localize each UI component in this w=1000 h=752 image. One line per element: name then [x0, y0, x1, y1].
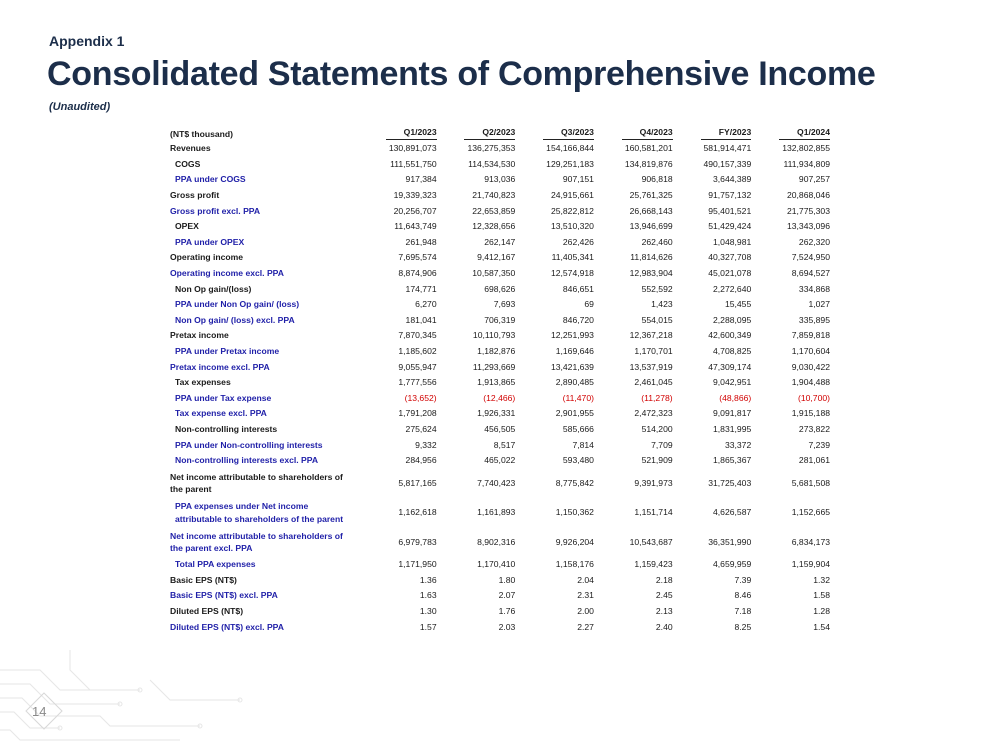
page-number: 14: [32, 704, 47, 719]
value-cell: 36,351,990: [708, 536, 752, 547]
value-cell: 7,814: [572, 439, 594, 450]
value-cell: 91,757,132: [708, 190, 752, 201]
value-cell: 24,915,661: [550, 190, 594, 201]
row-label: Basic EPS (NT$): [170, 574, 237, 585]
value-cell: 13,510,320: [550, 221, 594, 232]
value-cell: 334,868: [798, 283, 830, 294]
value-cell: 1.58: [813, 590, 830, 601]
row-label: Tax expense excl. PPA: [175, 408, 267, 419]
row-label: COGS: [175, 158, 201, 169]
table-row: [168, 313, 832, 329]
row-label: Pretax income excl. PPA: [170, 361, 270, 372]
value-cell: (10,700): [797, 392, 830, 403]
value-cell: 7,859,818: [791, 330, 830, 341]
table-row: [168, 498, 832, 528]
value-cell: 11,293,669: [472, 361, 516, 372]
value-cell: (11,278): [641, 392, 673, 403]
value-cell: 465,022: [484, 455, 516, 466]
value-cell: 261,948: [405, 236, 437, 247]
table-row: [168, 250, 832, 266]
value-cell: 554,015: [641, 314, 673, 325]
value-cell: 1,182,876: [477, 346, 516, 357]
circuit-decoration: [0, 650, 260, 752]
value-cell: 7,740,423: [477, 477, 516, 488]
table-row: [168, 266, 832, 282]
value-cell: 160,581,201: [624, 143, 673, 154]
page-title: Consolidated Statements of Comprehensive Income: [47, 55, 876, 93]
row-label: PPA under Non Op gain/ (loss): [175, 299, 300, 310]
value-cell: 13,343,096: [786, 221, 830, 232]
row-label: Net income attributable to shareholders of the parent: [170, 471, 343, 495]
row-label: Non Op gain/ (loss) excl. PPA: [175, 314, 295, 325]
table-row: [168, 422, 832, 438]
value-cell: 21,775,303: [786, 205, 830, 216]
value-cell: 2,272,640: [713, 283, 752, 294]
value-cell: 8,517: [493, 439, 516, 450]
value-cell: 8,775,842: [555, 477, 594, 488]
value-cell: 2,890,485: [555, 377, 594, 388]
value-cell: 7,709: [651, 439, 673, 450]
row-label: Pretax income: [170, 330, 229, 341]
value-cell: 2.18: [655, 574, 673, 585]
value-cell: 7,693: [493, 299, 516, 310]
value-cell: 1.54: [813, 621, 830, 632]
row-label: Diluted EPS (NT$) excl. PPA: [170, 621, 284, 632]
row-label: Operating income: [170, 252, 244, 263]
value-cell: 913,036: [484, 174, 516, 185]
value-cell: 15,455: [724, 299, 752, 310]
value-cell: 174,771: [405, 283, 437, 294]
value-cell: 593,480: [562, 455, 594, 466]
value-cell: 2.00: [577, 606, 594, 617]
value-cell: 10,543,687: [629, 536, 673, 547]
value-cell: 5,681,508: [791, 477, 830, 488]
value-cell: 13,537,919: [629, 361, 673, 372]
value-cell: 8,902,316: [477, 536, 516, 547]
row-label: Gross profit excl. PPA: [170, 205, 261, 216]
value-cell: 130,891,073: [388, 143, 437, 154]
value-cell: 13,946,699: [629, 221, 673, 232]
value-cell: 1,915,188: [791, 408, 830, 419]
row-label: PPA under Non-controlling interests: [175, 439, 323, 450]
value-cell: 7,239: [808, 439, 830, 450]
value-cell: 111,934,809: [783, 158, 830, 169]
value-cell: 906,818: [641, 174, 673, 185]
value-cell: 19,339,323: [393, 190, 437, 201]
value-cell: 20,256,707: [393, 205, 437, 216]
value-cell: 585,666: [562, 423, 594, 434]
value-cell: 1,913,865: [477, 377, 516, 388]
value-cell: 11,814,626: [630, 252, 673, 263]
value-cell: 7.18: [734, 606, 752, 617]
value-cell: 8,694,527: [791, 268, 830, 279]
value-cell: 2,472,323: [634, 408, 673, 419]
value-cell: 490,157,339: [703, 158, 752, 169]
row-label: Gross profit: [170, 190, 220, 201]
value-cell: 2.03: [498, 621, 516, 632]
value-cell: 2,901,955: [555, 408, 594, 419]
value-cell: 2.40: [655, 621, 673, 632]
value-cell: 262,320: [798, 236, 830, 247]
value-cell: 698,626: [484, 283, 516, 294]
value-cell: (48,866): [719, 392, 752, 403]
value-cell: 2.31: [577, 590, 594, 601]
value-cell: 22,653,859: [472, 205, 516, 216]
table-row: [168, 619, 832, 635]
row-label: PPA under COGS: [175, 174, 246, 185]
value-cell: 1,904,488: [791, 377, 830, 388]
value-cell: 9,091,817: [713, 408, 752, 419]
value-cell: (12,466): [483, 392, 516, 403]
value-cell: 95,401,521: [708, 205, 752, 216]
value-cell: 11,405,341: [551, 252, 594, 263]
value-cell: 4,708,825: [713, 346, 752, 357]
value-cell: 262,147: [484, 236, 516, 247]
table-row: [168, 406, 832, 422]
value-cell: 1.80: [498, 574, 516, 585]
value-cell: 581,914,471: [703, 143, 752, 154]
value-cell: 136,275,353: [467, 143, 516, 154]
value-cell: 45,021,078: [708, 268, 752, 279]
row-label: Non-controlling interests: [175, 423, 278, 434]
table-row: [168, 573, 832, 589]
value-cell: 2,461,045: [634, 377, 673, 388]
value-cell: 2.27: [577, 621, 594, 632]
row-label: PPA expenses under Net income attributable to shareholders of the parent: [175, 501, 344, 524]
value-cell: 12,574,918: [550, 268, 594, 279]
column-header: Q4/2023: [596, 125, 675, 141]
income-statement-table: [168, 125, 832, 635]
row-label: PPA under OPEX: [175, 236, 245, 247]
value-cell: 846,651: [562, 283, 594, 294]
value-cell: 4,626,587: [713, 507, 752, 518]
value-cell: 8,874,906: [398, 268, 437, 279]
row-label: Non-controlling interests excl. PPA: [175, 455, 319, 466]
value-cell: 907,151: [562, 174, 594, 185]
table-row: [168, 297, 832, 313]
value-cell: 2.13: [655, 606, 673, 617]
value-cell: 25,761,325: [629, 190, 673, 201]
row-label: Basic EPS (NT$) excl. PPA: [170, 590, 278, 601]
value-cell: 917,384: [405, 174, 437, 185]
value-cell: 1,777,556: [398, 377, 437, 388]
table-row: [168, 203, 832, 219]
table-header-row: [168, 125, 832, 141]
value-cell: 1,185,602: [398, 346, 437, 357]
value-cell: 42,600,349: [708, 330, 752, 341]
value-cell: 13,421,639: [550, 361, 594, 372]
value-cell: 12,367,218: [629, 330, 673, 341]
table-row: [168, 359, 832, 375]
value-cell: 1,048,981: [713, 236, 752, 247]
column-header: FY/2023: [675, 125, 754, 141]
value-cell: 20,868,046: [786, 190, 830, 201]
value-cell: 7,524,950: [791, 252, 830, 263]
value-cell: 6,270: [415, 299, 437, 310]
value-cell: 8.25: [734, 621, 752, 632]
row-label: Total PPA expenses: [175, 559, 256, 570]
value-cell: 9,332: [415, 439, 437, 450]
value-cell: 514,200: [641, 423, 673, 434]
value-cell: 26,668,143: [629, 205, 673, 216]
value-cell: 9,926,204: [555, 536, 594, 547]
table-row: [168, 344, 832, 360]
value-cell: 11,643,749: [394, 221, 437, 232]
table-row: [168, 437, 832, 453]
value-cell: 907,257: [798, 174, 830, 185]
column-header: Q1/2024: [753, 125, 832, 141]
value-cell: 9,042,951: [713, 377, 752, 388]
value-cell: 1,169,646: [555, 346, 594, 357]
value-cell: 2.04: [577, 574, 594, 585]
value-cell: 21,740,823: [472, 190, 516, 201]
value-cell: (11,470): [562, 392, 594, 403]
value-cell: 1.76: [498, 606, 516, 617]
value-cell: 6,979,783: [398, 536, 437, 547]
value-cell: 1,171,950: [398, 559, 437, 570]
row-label: Operating income excl. PPA: [170, 268, 284, 279]
value-cell: 273,822: [798, 423, 830, 434]
value-cell: 1,150,362: [555, 507, 594, 518]
value-cell: 284,956: [405, 455, 437, 466]
value-cell: 181,041: [405, 314, 437, 325]
value-cell: 1.63: [419, 590, 437, 601]
value-cell: 1.57: [419, 621, 437, 632]
column-header: Q3/2023: [517, 125, 596, 141]
value-cell: 40,327,708: [708, 252, 752, 263]
row-label: Net income attributable to shareholders of the parent excl. PPA: [170, 530, 343, 554]
table-row: [168, 453, 832, 469]
value-cell: 12,251,993: [550, 330, 594, 341]
value-cell: 335,895: [798, 314, 830, 325]
value-cell: 7,695,574: [398, 252, 437, 263]
value-cell: 111,551,750: [390, 158, 437, 169]
value-cell: 1,027: [808, 299, 830, 310]
value-cell: 1,159,904: [791, 559, 830, 570]
value-cell: 552,592: [641, 283, 673, 294]
unit-label: (NT$ thousand): [170, 129, 234, 139]
value-cell: 47,309,174: [708, 361, 752, 372]
table-row: [168, 188, 832, 204]
value-cell: 31,725,403: [708, 477, 752, 488]
appendix-label: Appendix 1: [49, 33, 125, 49]
value-cell: 281,061: [798, 455, 830, 466]
value-cell: 1,152,665: [791, 507, 830, 518]
value-cell: 10,587,350: [472, 268, 516, 279]
value-cell: 154,166,844: [546, 143, 594, 154]
value-cell: 114,534,530: [468, 158, 516, 169]
value-cell: 1,423: [651, 299, 673, 310]
value-cell: 7,870,345: [398, 330, 437, 341]
value-cell: 3,644,389: [713, 174, 752, 185]
row-label: OPEX: [175, 221, 199, 232]
table-row: [168, 141, 832, 157]
column-header: Q1/2023: [356, 125, 439, 141]
value-cell: 262,460: [641, 236, 673, 247]
row-label: PPA under Tax expense: [175, 392, 272, 403]
value-cell: 8.46: [734, 590, 752, 601]
table-row: [168, 557, 832, 573]
table-row: [168, 219, 832, 235]
value-cell: (13,652): [404, 392, 437, 403]
table-row: [168, 281, 832, 297]
value-cell: 456,505: [484, 423, 516, 434]
value-cell: 12,328,656: [472, 221, 516, 232]
value-cell: 2.07: [498, 590, 516, 601]
value-cell: 2.45: [655, 590, 673, 601]
value-cell: 1.30: [419, 606, 437, 617]
row-label: Non Op gain/(loss): [175, 283, 252, 294]
table-row: [168, 588, 832, 604]
table-row: [168, 235, 832, 251]
value-cell: 1,170,701: [634, 346, 673, 357]
value-cell: 275,624: [405, 423, 437, 434]
value-cell: 51,429,424: [708, 221, 752, 232]
value-cell: 12,983,904: [629, 268, 673, 279]
value-cell: 7.39: [734, 574, 752, 585]
value-cell: 132,802,855: [782, 143, 830, 154]
page-subtitle: (Unaudited): [49, 101, 111, 113]
value-cell: 706,319: [484, 314, 516, 325]
row-label: Diluted EPS (NT$): [170, 606, 244, 617]
value-cell: 9,412,167: [477, 252, 516, 263]
value-cell: 1,151,714: [634, 507, 673, 518]
value-cell: 33,372: [724, 439, 752, 450]
value-cell: 25,822,812: [550, 205, 594, 216]
value-cell: 1,926,331: [477, 408, 516, 419]
value-cell: 1,170,604: [791, 346, 830, 357]
table-row: [168, 328, 832, 344]
value-cell: 69: [584, 299, 594, 310]
value-cell: 9,055,947: [398, 361, 437, 372]
table-row: [168, 391, 832, 407]
table-row: [168, 172, 832, 188]
value-cell: 1,162,618: [398, 507, 437, 518]
value-cell: 4,659,959: [713, 559, 752, 570]
value-cell: 9,030,422: [791, 361, 830, 372]
value-cell: 1.28: [813, 606, 830, 617]
row-label: Tax expenses: [175, 377, 231, 388]
value-cell: 1,159,423: [634, 559, 673, 570]
value-cell: 521,909: [641, 455, 673, 466]
column-header: Q2/2023: [439, 125, 518, 141]
table-row: [168, 375, 832, 391]
table-row: [168, 527, 832, 557]
value-cell: 1,170,410: [477, 559, 516, 570]
value-cell: 846,720: [562, 314, 594, 325]
value-cell: 1.32: [813, 574, 830, 585]
value-cell: 1,161,893: [477, 507, 516, 518]
value-cell: 1,158,176: [555, 559, 594, 570]
value-cell: 1,831,995: [713, 423, 752, 434]
value-cell: 6,834,173: [791, 536, 830, 547]
table-row: [168, 604, 832, 620]
value-cell: 2,288,095: [713, 314, 752, 325]
value-cell: 1,865,367: [713, 455, 752, 466]
value-cell: 262,426: [562, 236, 594, 247]
table-row: [168, 468, 832, 498]
row-label: PPA under Pretax income: [175, 346, 280, 357]
row-label: Revenues: [170, 143, 211, 154]
value-cell: 1,791,208: [398, 408, 437, 419]
value-cell: 134,819,876: [624, 158, 673, 169]
table-row: [168, 157, 832, 173]
value-cell: 1.36: [419, 574, 437, 585]
value-cell: 129,251,183: [546, 158, 594, 169]
value-cell: 10,110,793: [472, 330, 516, 341]
value-cell: 5,817,165: [398, 477, 437, 488]
value-cell: 9,391,973: [634, 477, 673, 488]
